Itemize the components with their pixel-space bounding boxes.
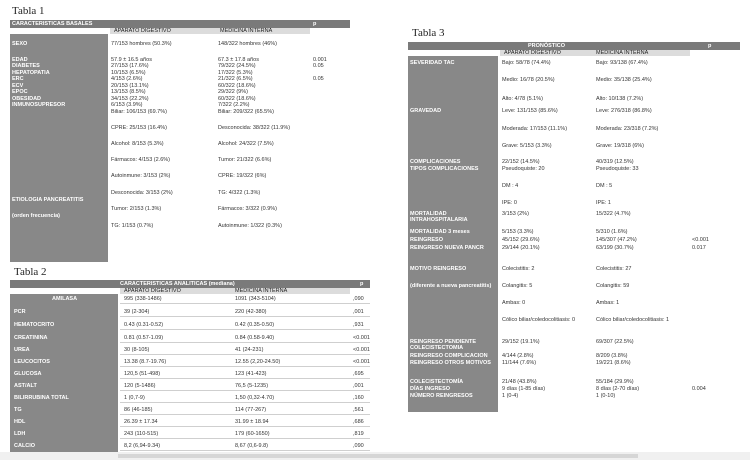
- tabla2-row-divider: [120, 354, 370, 355]
- tabla3-row-label: REINGRESO COMPLICACION: [410, 353, 488, 359]
- tabla2-row-divider: [120, 329, 370, 330]
- tabla1-title: Tabla 1: [12, 5, 45, 17]
- tabla2-row-label: AMILASA: [52, 296, 78, 302]
- tabla3-row-b: DM : 5: [596, 183, 613, 189]
- tabla3-row-b: 63/199 (30.7%): [596, 245, 634, 251]
- tabla3-row-a: Colangitis: 5: [502, 283, 533, 289]
- tabla2: [10, 280, 370, 452]
- tabla1-row-a: 6/153 (3.9%): [111, 102, 143, 108]
- tabla1-row-label: INMUNOSUPRESOR: [12, 102, 66, 108]
- tabla3-row-b: 8/209 (3.8%): [596, 353, 628, 359]
- tabla2-row-label: UREA: [14, 347, 30, 353]
- tabla2-row-label: HDL: [14, 419, 26, 425]
- tabla2-row-p: ,160: [353, 395, 364, 401]
- tabla1-row-b: TG: 4/322 (1.3%): [218, 190, 261, 196]
- tabla3-row-label: MORTALIDAD INTRAHOSPITALARIA: [410, 211, 468, 224]
- tabla2-row-label: HEMATOCRITO: [14, 322, 55, 328]
- tabla3-row-label: GRAVEDAD: [410, 108, 442, 114]
- tabla3-row-a: 4/144 (2.8%): [502, 353, 534, 359]
- tabla3-row-b: Pseudoquiste: 33: [596, 166, 639, 172]
- tabla3-row-a: IPE: 0: [502, 200, 517, 206]
- tabla1-row-b: CPRE: 19/322 (6%): [218, 173, 267, 179]
- tabla1-row-label: (orden frecuencia): [12, 213, 60, 219]
- tabla1-p-header: p: [313, 20, 317, 27]
- tabla3-row-label: MOTIVO REINGRESO: [410, 266, 467, 272]
- tabla1-row-b: Fármacos: 3/322 (0.9%): [218, 206, 277, 212]
- tabla2-row-p: ,090: [353, 296, 364, 302]
- tabla2-subheader: [120, 288, 350, 294]
- tabla2-row-b: 76,5 (5-1235): [235, 383, 269, 389]
- tabla2-row-divider: [120, 402, 370, 403]
- tabla3-row-label: SEVERIDAD TAC: [410, 60, 455, 66]
- tabla2-row-b: 31.99 ± 18.94: [235, 419, 269, 425]
- tabla1-row-b: 29/322 (9%): [218, 89, 248, 95]
- tabla3-row-b: Moderada: 23/318 (7.2%): [596, 126, 659, 132]
- tabla1-row-label: EDAD: [12, 57, 28, 63]
- tabla3-row-b: Ambas: 1: [596, 300, 620, 306]
- tabla2-row-p: ,686: [353, 419, 364, 425]
- tabla3-row-b: IPE: 1: [596, 200, 611, 206]
- tabla2-row-divider: [120, 316, 370, 317]
- tabla3-row-a: 29/144 (20.1%): [502, 245, 540, 251]
- tabla2-row-label: AST/ALT: [14, 383, 37, 389]
- tabla2-row-label: BILIRRUBINA TOTAL: [14, 395, 69, 401]
- tabla3-row-label: REINGRESO: [410, 237, 444, 243]
- tabla2-row-b: 0.42 (0.35-0.50): [235, 322, 275, 328]
- tabla3-row-p: <0.001: [692, 237, 709, 243]
- tabla1-row-b: Desconocida: 38/322 (11.9%): [218, 125, 291, 131]
- tabla3-row-b: Colecistitis: 27: [596, 266, 632, 272]
- tabla3-row-a: 45/152 (29.6%): [502, 237, 540, 243]
- tabla2-row-divider: [120, 342, 370, 343]
- tabla2-row-p: ,001: [353, 309, 364, 315]
- tabla2-row-label: TG: [14, 407, 22, 413]
- tabla2-row-divider: [120, 414, 370, 415]
- tabla1-row-a: Desconocida: 3/153 (2%): [111, 190, 173, 196]
- tabla2-row-b: 1,50 (0,32-4.70): [235, 395, 275, 401]
- tabla3-row-label: COMPLICACIONES: [410, 159, 461, 165]
- tabla2-row-a: 0.43 (0.31-0.52): [124, 322, 164, 328]
- tabla3-row-a: Cólico biliar/coledocolitiasis: 0: [502, 317, 576, 323]
- tabla3-row-b: 19/221 (8.6%): [596, 360, 631, 366]
- tabla2-row-p: ,561: [353, 407, 364, 413]
- tabla1-row-a: 34/153 (22.2%): [111, 96, 149, 102]
- tabla3-title: Tabla 3: [412, 27, 445, 39]
- tabla2-row-b: 0.84 (0.58-9.40): [235, 335, 275, 341]
- tabla2-row-divider: [120, 378, 370, 379]
- tabla2-row-b: 12.55 (2,20-24.50): [235, 359, 281, 365]
- tabla1-col-a: APARATO DIGESTIVO: [114, 28, 171, 34]
- tabla3-col-b: MEDICINA INTERNA: [596, 50, 649, 56]
- tabla3-row-a: 1 (0-4): [502, 393, 519, 399]
- tabla2-header: [10, 280, 370, 288]
- tabla1-row-label: SEXO: [12, 41, 28, 47]
- tabla1-row-p: 0.05: [313, 76, 324, 82]
- tabla3-row-b: 69/307 (22.5%): [596, 339, 634, 345]
- tabla1-row-a: CPRE: 25/153 (16.4%): [111, 125, 167, 131]
- tabla2-row-b: 8,67 (0,6-9.8): [235, 443, 269, 449]
- tabla2-row-a: 86 (46-185): [124, 407, 153, 413]
- tabla2-row-label: PCR: [14, 309, 26, 315]
- tabla1-row-a: 20/153 (13.1%): [111, 83, 149, 89]
- tabla3-row-label: REINGRESO NUEVA PANCR: [410, 245, 484, 251]
- tabla2-row-label: CREATININA: [14, 335, 48, 341]
- tabla1-row-b: 148/322 hombres (46%): [218, 41, 278, 47]
- tabla3-row-a: 3/153 (2%): [502, 211, 529, 217]
- tabla3-row-label: REINGRESO OTROS MOTIVOS: [410, 360, 491, 366]
- tabla1-row-b: 7/322 (2.2%): [218, 102, 250, 108]
- tabla2-row-b: 220 (42-380): [235, 309, 267, 315]
- tabla1-subheader: [110, 28, 310, 34]
- tabla1-row-label: OBESIDAD: [12, 96, 42, 102]
- tabla1-row-b: Autoinmune: 1/322 (0.3%): [218, 223, 282, 229]
- tabla3-header-label: PRONÓSTICO: [528, 42, 565, 49]
- tabla2-row-p: ,001: [353, 383, 364, 389]
- tabla3-row-b: Alto: 10/138 (7.2%): [596, 96, 644, 102]
- scrollbar-thumb[interactable]: [118, 454, 638, 458]
- tabla1-row-b: 17/322 (5.3%): [218, 70, 253, 76]
- tabla2-row-divider: [120, 450, 370, 451]
- tabla2-title: Tabla 2: [14, 266, 47, 278]
- tabla2-row-divider: [120, 438, 370, 439]
- tabla2-row-divider: [120, 390, 370, 391]
- tabla3-row-a: 5/153 (3.3%): [502, 229, 534, 235]
- tabla3-row-a: Moderada: 17/153 (11.1%): [502, 126, 568, 132]
- tabla1-row-a: 13/153 (8.5%): [111, 89, 146, 95]
- tabla3-row-p: 0.004: [692, 386, 706, 392]
- tabla2-row-a: 995 (338-1486): [124, 296, 162, 302]
- tabla1-row-label: EPOC: [12, 89, 28, 95]
- tabla2-row-a: 120 (5-1486): [124, 383, 156, 389]
- tabla2-row-a: 0.81 (0.57-1.09): [124, 335, 164, 341]
- tabla3-row-b: Colangitis: 59: [596, 283, 630, 289]
- tabla2-row-a: 1 (0,7-9): [124, 395, 145, 401]
- tabla1-row-b: 21/322 (6.5%): [218, 76, 253, 82]
- tabla3-row-a: 9 días (1-85 días): [502, 386, 546, 392]
- tabla2-row-p: <0.001: [353, 359, 370, 365]
- tabla2-row-p: <0.001: [353, 347, 370, 353]
- tabla3-row-b: Cólico biliar/coledocolitiasis: 1: [596, 317, 670, 323]
- tabla1-header: [10, 20, 350, 28]
- tabla3-row-a: Bajo: 58/78 (74.4%): [502, 60, 551, 66]
- tabla1-header-label: CARACTERISTICAS BASALES: [12, 20, 93, 27]
- tabla1-row-a: Biliar: 106/153 (69.7%): [111, 109, 167, 115]
- tabla2-row-b: 179 (60-1650): [235, 431, 270, 437]
- tabla1-row-label: ECV: [12, 83, 24, 89]
- tabla3-row-label: (diferente a nueva pancreatitis): [410, 283, 492, 289]
- tabla2-row-a: 30 (8-105): [124, 347, 150, 353]
- tabla2-row-b: 1091 (343-5104): [235, 296, 276, 302]
- tabla3-header: [408, 42, 740, 50]
- tabla3-row-b: Medio: 35/138 (25.4%): [596, 77, 652, 83]
- tabla2-row-a: 13.38 (8.7-19.76): [124, 359, 167, 365]
- tabla2-row-label: CALCIO: [14, 443, 36, 449]
- tabla1-row-label: DIABETES: [12, 63, 40, 69]
- tabla2-row-p: ,819: [353, 431, 364, 437]
- tabla1-row-b: 67.3 ± 17.8 años: [218, 57, 259, 63]
- tabla3-row-a: Colecistitis: 2: [502, 266, 535, 272]
- tabla3-row-b: 55/184 (29.9%): [596, 379, 634, 385]
- tabla3-row-a: Ambas: 0: [502, 300, 526, 306]
- tabla3-col-a: APARATO DIGESTIVO: [504, 50, 561, 56]
- tabla2-row-p: ,695: [353, 371, 364, 377]
- tabla1-row-label: ERC: [12, 76, 24, 82]
- tabla2-row-a: 243 (110-515): [124, 431, 159, 437]
- tabla1-row-a: Alcohol: 8/153 (5.3%): [111, 141, 164, 147]
- tabla1-row-a: Autoinmune: 3/153 (2%): [111, 173, 171, 179]
- tabla3-row-a: Pseudoquiste: 20: [502, 166, 545, 172]
- tabla3-row-label: MORTALIDAD 3 meses: [410, 229, 470, 235]
- tabla3-row-a: Medio: 16/78 (20.5%): [502, 77, 555, 83]
- tabla2-row-b: 123 (41-423): [235, 371, 267, 377]
- tabla3-row-b: 40/319 (12.5%): [596, 159, 634, 165]
- tabla1-row-b: Tumor: 21/322 (6.6%): [218, 157, 272, 163]
- tabla2-row-divider: [120, 366, 370, 367]
- tabla2-row-b: 114 (77-267): [235, 407, 267, 413]
- tabla1-row-label: ETIOLOGIA PANCREATITIS: [12, 197, 84, 203]
- tabla2-row-p: ,090: [353, 443, 364, 449]
- tabla1-row-a: 77/153 hombres (50.3%): [111, 41, 172, 47]
- tabla3: [408, 42, 740, 412]
- tabla3-row-a: 29/152 (19.1%): [502, 339, 540, 345]
- tabla1-col-b: MEDICINA INTERNA: [220, 28, 273, 34]
- tabla1-row-p: 0.001: [313, 57, 327, 63]
- tabla2-row-label: LDH: [14, 431, 26, 437]
- tabla3-row-label: DÍAS INGRESO: [410, 386, 451, 392]
- tabla2-col-b: MEDICINA INTERNA: [235, 288, 288, 294]
- tabla2-row-divider: [120, 303, 370, 304]
- bottom-scrollbar[interactable]: [0, 452, 750, 460]
- tabla1-row-p: 0.05: [313, 63, 324, 69]
- tabla1-row-a: Tumor: 2/153 (1.3%): [111, 206, 162, 212]
- tabla3-row-b: 5/310 (1.6%): [596, 229, 628, 235]
- tabla1-row-b: Alcohol: 24/322 (7.5%): [218, 141, 274, 147]
- tabla3-row-label: COLECISTECTOMÍA: [410, 379, 464, 385]
- tabla3-row-b: 15/322 (4.7%): [596, 211, 631, 217]
- tabla3-row-b: 1 (0-10): [596, 393, 616, 399]
- tabla1-row-a: 4/153 (2.6%): [111, 76, 143, 82]
- tabla2-row-divider: [120, 426, 370, 427]
- tabla2-row-a: 39 (2-304): [124, 309, 150, 315]
- tabla1-row-a: 57.9 ± 16.5 años: [111, 57, 152, 63]
- tabla2-row-p: ,931: [353, 322, 364, 328]
- tabla3-row-a: 21/48 (43.8%): [502, 379, 537, 385]
- tabla2-row-b: 41 (24-231): [235, 347, 264, 353]
- tabla1-row-b: 60/322 (18.6%): [218, 83, 256, 89]
- tabla3-row-a: Grave: 5/153 (3.3%): [502, 143, 552, 149]
- tabla1-row-a: 10/153 (6.5%): [111, 70, 146, 76]
- tabla3-row-a: 22/152 (14.5%): [502, 159, 540, 165]
- tabla1-row-a: TG: 1/153 (0.7%): [111, 223, 154, 229]
- tabla1-row-label: HEPATOPATIA: [12, 70, 50, 76]
- tabla3-row-label: REINGRESO PENDIENTE COLECISTECTOMIA: [410, 339, 477, 352]
- tabla2-col-a: APARATO DIGESTIVO: [124, 288, 181, 294]
- tabla3-p-header: p: [708, 42, 712, 49]
- tabla1-row-b: 60/322 (18.6%): [218, 96, 256, 102]
- tabla3-row-b: Bajo: 93/138 (67.4%): [596, 60, 648, 66]
- tabla1-row-b: Biliar: 209/322 (65.5%): [218, 109, 274, 115]
- tabla3-row-b: Leve: 276/318 (86.8%): [596, 108, 652, 114]
- tabla1-row-a: 27/153 (17.6%): [111, 63, 149, 69]
- tabla2-row-a: 8,2 (6,94-9.34): [124, 443, 161, 449]
- tabla3-row-a: Leve: 131/153 (85.6%): [502, 108, 558, 114]
- tabla3-row-b: 145/307 (47.2%): [596, 237, 637, 243]
- tabla1-row-b: 79/322 (24.5%): [218, 63, 256, 69]
- tabla2-row-a: 26.39 ± 17.34: [124, 419, 158, 425]
- tabla3-row-p: 0.017: [692, 245, 706, 251]
- tabla2-row-label: GLUCOSA: [14, 371, 42, 377]
- tabla3-row-b: Grave: 19/318 (6%): [596, 143, 644, 149]
- tabla2-header-label: CARACTERISTICAS ANALITICAS (mediana): [120, 280, 235, 287]
- tabla2-row-p: <0.001: [353, 335, 370, 341]
- tabla1-row-a: Fármacos: 4/153 (2.6%): [111, 157, 170, 163]
- tabla3-subheader: [500, 50, 690, 56]
- tabla1: [10, 20, 350, 262]
- tabla3-row-a: DM : 4: [502, 183, 519, 189]
- tabla3-row-label: NÚMERO REINGRESOS: [410, 393, 473, 399]
- tabla3-row-a: 11/144 (7.6%): [502, 360, 537, 366]
- tabla3-row-b: 8 días (2-70 días): [596, 386, 640, 392]
- tabla2-row-label: LEUCOCITOS: [14, 359, 50, 365]
- tabla3-row-a: Alto: 4/78 (5.1%): [502, 96, 543, 102]
- tabla2-p-header: p: [360, 280, 364, 287]
- tabla2-row-a: 120,5 (51-498): [124, 371, 161, 377]
- tabla3-row-label: TIPOS COMPLICACIONES: [410, 166, 479, 172]
